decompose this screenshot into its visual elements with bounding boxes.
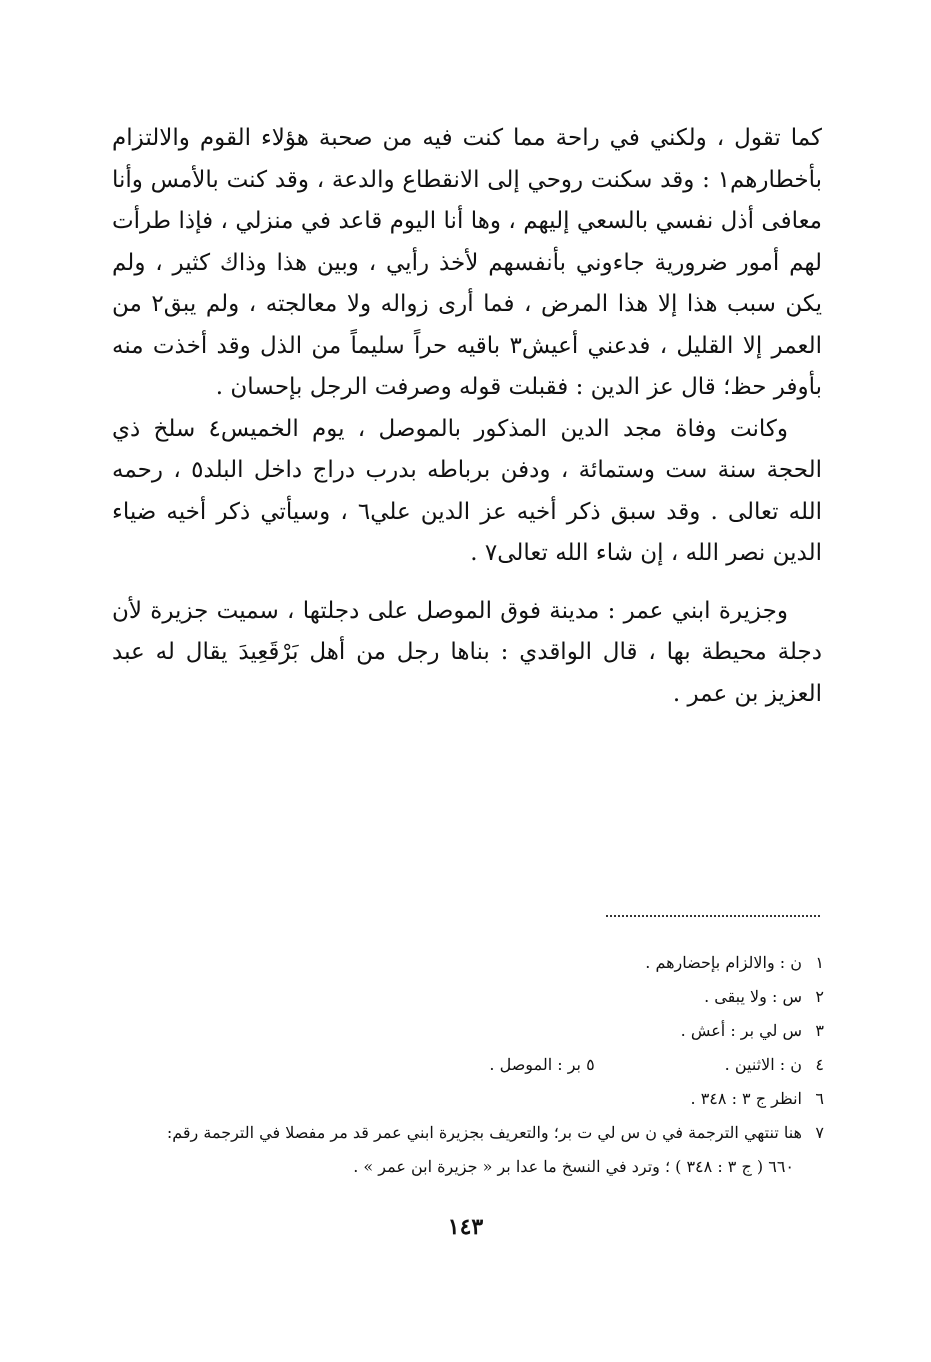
footnote-text: ن : الاثنين .	[724, 1055, 802, 1074]
footnote-divider	[606, 915, 820, 917]
footnote-number: ٧	[815, 1123, 824, 1142]
footnote-number: ٤	[815, 1055, 824, 1074]
footnote-text: هنا تنتهي الترجمة في ن س لي ت بر؛ والتعريف بجزيرة ابني عمر قد مر مفصلا في الترجمة رقم:	[166, 1123, 802, 1142]
footnote-1	[112, 946, 824, 980]
footnote-7-continuation: ٦٦٠ ( ج ٣ : ٣٤٨ ) ؛ وترد في النسخ ما عدا بر « جزيرة ابن عمر » .	[353, 1157, 794, 1176]
footnotes	[112, 946, 824, 1184]
footnote-text: ن : والالزام بإحضارهم .	[645, 953, 802, 972]
footnote-7	[112, 1116, 824, 1150]
footnote-text: س لي بر : أعش .	[680, 1021, 802, 1040]
footnote-4	[112, 1048, 824, 1082]
footnote-text: س : ولا يبقى .	[704, 987, 802, 1006]
footnote-text: انظر ج ٣ : ٣٤٨ .	[690, 1089, 802, 1108]
footnote-number: ٢	[815, 987, 824, 1006]
footnote-6	[112, 1082, 824, 1116]
paragraph-2: وكانت وفاة مجد الدين المذكور بالموصل ، يوم الخميس٤ سلخ ذي الحجة سنة ست وستمائة ، ودفن برباطه بدرب دراج داخل البلد٥ ، رحمه الله تعالى . وقد سبق ذكر أخيه عز الدين علي٦ ، وسيأتي ذكر أخيه ضياء الدين نصر الله ، إن شاء الله تعالى٧ .	[112, 415, 822, 566]
footnote-3	[112, 1014, 824, 1048]
page-number: ١٤٣	[447, 1214, 484, 1240]
paragraph-3: وجزيرة ابني عمر : مدينة فوق الموصل على دجلتها ، سميت جزيرة لأن دجلة محيطة بها ، قال الواقدي : بناها رجل من أهل بَرْقَعِيدَ يقال له عبد العزيز بن عمر .	[112, 597, 822, 707]
paragraph-1: كما تقول ، ولكني في راحة مما كنت فيه من صحبة هؤلاء القوم والالتزام بأخطارهم١ : وقد سكنت روحي إلى الانقطاع والدعة ، وقد كنت بالأمس وأنا معافى أذل نفسي بالسعي إليهم ، وها أنا اليوم قاعد في منزلي ، فإذا طرأت لهم أمور ضرورية جاءوني بأنفسهم لأخذ رأيي ، وبين هذا وذاك كثير ، ولم يكن سبب هذا إلا هذا المرض ، فما أرى زواله ولا معالجته ، ولم يبق٢ من العمر إلا القليل ، فدعني أعيش٣ باقيه حراً سليماً من الذل وقد أخذت منه بأوفر حظ؛ قال عز الدين : فقبلت قوله وصرفت الرجل بإحسان .	[112, 125, 823, 400]
footnote-number: ٣	[815, 1021, 824, 1040]
footnote-number: ١	[815, 953, 824, 972]
footnote-5-text: ٥ بر : الموصل .	[489, 1055, 595, 1074]
footnote-2	[112, 980, 824, 1014]
main-text	[112, 118, 822, 715]
footnote-number: ٦	[815, 1089, 824, 1108]
